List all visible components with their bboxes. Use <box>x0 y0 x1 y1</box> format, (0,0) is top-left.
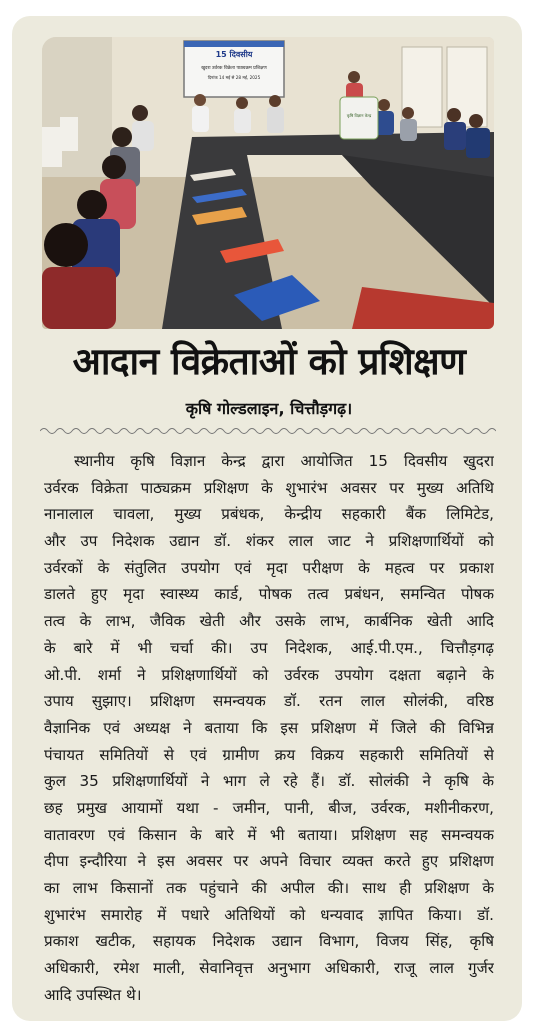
body-line: ओ.पी. शर्मा ने प्रशिक्षणार्थियों को उर्वरक उपयोग दक्षता बढ़ाने के <box>44 665 494 684</box>
body-line: प्रकाश खटीक, सहायक निदेशक उद्यान विभाग, विजय सिंह, कृषि <box>44 932 494 951</box>
body-line: स्थानीय कृषि विज्ञान केन्द्र द्वारा आयोजित 15 दिवसीय खुदरा <box>74 452 494 470</box>
standee <box>340 97 378 139</box>
body-line: तत्व के लाभ, जैविक खेती और उसके लाभ, कार्बनिक खेती आदि <box>44 612 494 631</box>
body-line: छह प्रमुख आयामों यथा - जमीन, पानी, बीज, उर्वरक, मशीनीकरण, <box>44 798 494 817</box>
body-line: वैज्ञानिक एवं अध्यक्ष ने बताया कि इस प्रशिक्षण में जिले की विभिन्न <box>44 718 494 737</box>
body-line: उर्वरक विक्रेता पाठ्यक्रम प्रशिक्षण के शुभारंभ अवसर पर मुख्य अतिथि <box>44 478 494 497</box>
standee-text: कृषि विज्ञान केन्द्र <box>346 113 372 118</box>
body-line: पंचायत समितियों से एवं ग्रामीण क्रय विक्रय सहकारी समितियों से <box>44 745 494 764</box>
chair <box>42 127 62 167</box>
banner-line-3: दिनांक 14 मई से 28 मई, 2025 <box>207 75 261 80</box>
wavy-divider <box>40 426 496 436</box>
banner-line-1: 15 दिवसीय <box>215 50 253 59</box>
headline: आदान विक्रेताओं को प्रशिक्षण <box>72 340 466 383</box>
body-line: आदि उपस्थित थे। <box>44 985 142 1004</box>
training-room-photo <box>42 37 494 329</box>
body-line: नानालाल चावला, मुख्य प्रबंधक, केन्द्रीय सहकारी बैंक लिमिटेड, <box>44 505 494 524</box>
dateline: कृषि गोल्डलाइन, चित्तौड़गढ़। <box>185 399 353 418</box>
chair <box>60 117 78 151</box>
news-photo <box>42 37 494 329</box>
body-line: कुल 35 प्रशिक्षणार्थियों ने भाग ले रहे हैं। डॉ. सोलंकी ने कृषि के <box>44 772 494 791</box>
banner-line-2: खुदरा उर्वरक विक्रेता पाठ्यक्रम प्रशिक्षण <box>201 66 267 71</box>
banner-top-stripe <box>184 41 284 47</box>
body-line: के बारे में भी चर्चा की। उप निदेशक, आई.पी.एम., चित्तौड़गढ़ <box>44 638 494 657</box>
body-line: उर्वरकों के संतुलित उपयोग एवं मृदा परीक्षण के महत्व पर प्रकाश <box>44 558 494 577</box>
body-line: डालते हुए मृदा स्वास्थ्य कार्ड, पोषक तत्व प्रबंधन, समन्वित पोषक <box>44 585 494 604</box>
body-line: का लाभ किसानों तक पहुंचाने की अपील की। साथ ही प्रशिक्षण के <box>44 879 494 897</box>
body-line: अधिकारी, रमेश माली, सेवानिवृत्त अनुभाग अधिकारी, राजू लाल गुर्जर <box>44 959 494 978</box>
body-line: दीपा इन्दौरिया ने इस अवसर पर अपने विचार व्यक्त करते हुए प्रशिक्षण <box>44 852 494 871</box>
body-line: उपाय सुझाए। प्रशिक्षण समन्वयक डॉ. रतन लाल सोलंकी, वरिष्ठ <box>44 692 494 711</box>
body-line: शुभारंभ समारोह में पधारे अतिथियों को धन्यवाद ज्ञापित किया। डॉ. <box>44 905 494 924</box>
body-line: वातावरण एवं किसान के बारे में भी बताया। प्रशिक्षण सह समन्वयक <box>44 825 494 844</box>
article-body <box>44 448 494 1008</box>
body-line: और उप निदेशक उद्यान डॉ. शंकर लाल जाट ने प्रशिक्षणार्थियों को <box>44 532 494 551</box>
